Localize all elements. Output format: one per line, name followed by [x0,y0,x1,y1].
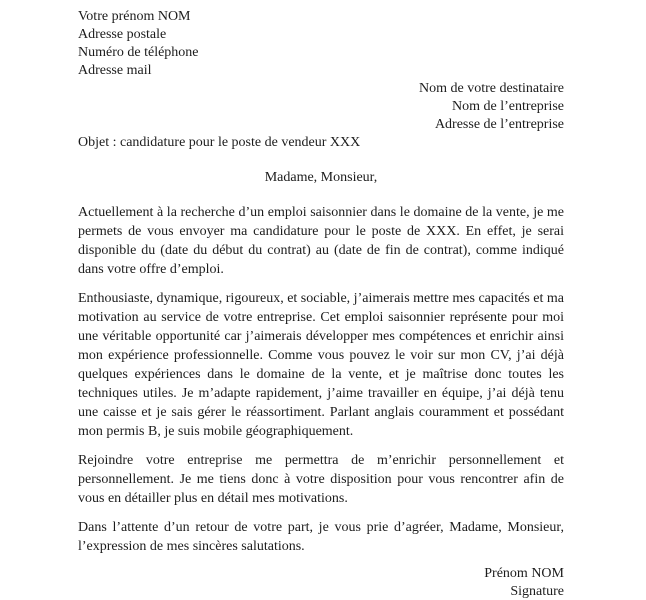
sender-email-line: Adresse mail [78,63,152,78]
paragraph-availability: Actuellement à la recherche d’un emploi saisonnier dans le domaine de la vente, je me permets de vous envoyer ma candidature pour le poste de XXX. En effet, je serai disponible du (date du début du contrat) au (date de fin de contrat), comme indiqué dans votre offre d’emploi. [78,205,564,277]
paragraph-motivation: Rejoindre votre entreprise me permettra de m’enrichir personnellement et personnellement. Je me tiens donc à votre disposition pour vous rencontrer afin de vous en détailler plus en détail mes motivations. [78,453,564,506]
recipient-name-line: Nom de votre destinataire [418,81,564,96]
letter-body [78,203,564,556]
signature-name: Prénom NOM [484,566,564,581]
paragraph-closing-formula: Dans l’attente d’un retour de votre part, je vous prie d’agréer, Madame, Monsieur, l’expression de mes sincères salutations. [78,520,564,554]
signature-label: Signature [510,584,564,599]
subject-line: Objet : candidature pour le poste de vendeur XXX [78,135,361,150]
sender-phone-line: Numéro de téléphone [78,45,199,60]
sender-name-line: Votre prénom NOM [78,9,191,24]
recipient-company-line: Nom de l’entreprise [452,99,564,114]
paragraph-skills-profile: Enthousiaste, dynamique, rigoureux, et sociable, j’aimerais mettre mes capacités et ma motivation au service de votre entreprise. Cet emploi saisonnier représente pour moi une véritable opportunité car j’aimerais développer mes compétences et enrichir ainsi mon expérience professionnelle. Comme vous pouvez le voir sur mon CV, j’ai déjà quelques expériences dans le domaine de la vente, et je maîtrise donc toutes les techniques utiles. Je m’adapte rapidement, j’aime travailler en équipe, j’ai déjà tenu une caisse et je sais gérer le réassortiment. Parlant anglais couramment et possédant mon permis B, je suis mobile géographiquement. [78,291,564,439]
sender-postal-address-line: Adresse postale [78,27,167,42]
recipient-block [78,80,564,134]
recipient-company-address-line: Adresse de l’entreprise [434,117,564,132]
sender-block [78,8,564,80]
signature-block [78,565,564,600]
salutation: Madame, Monsieur, [264,170,378,185]
